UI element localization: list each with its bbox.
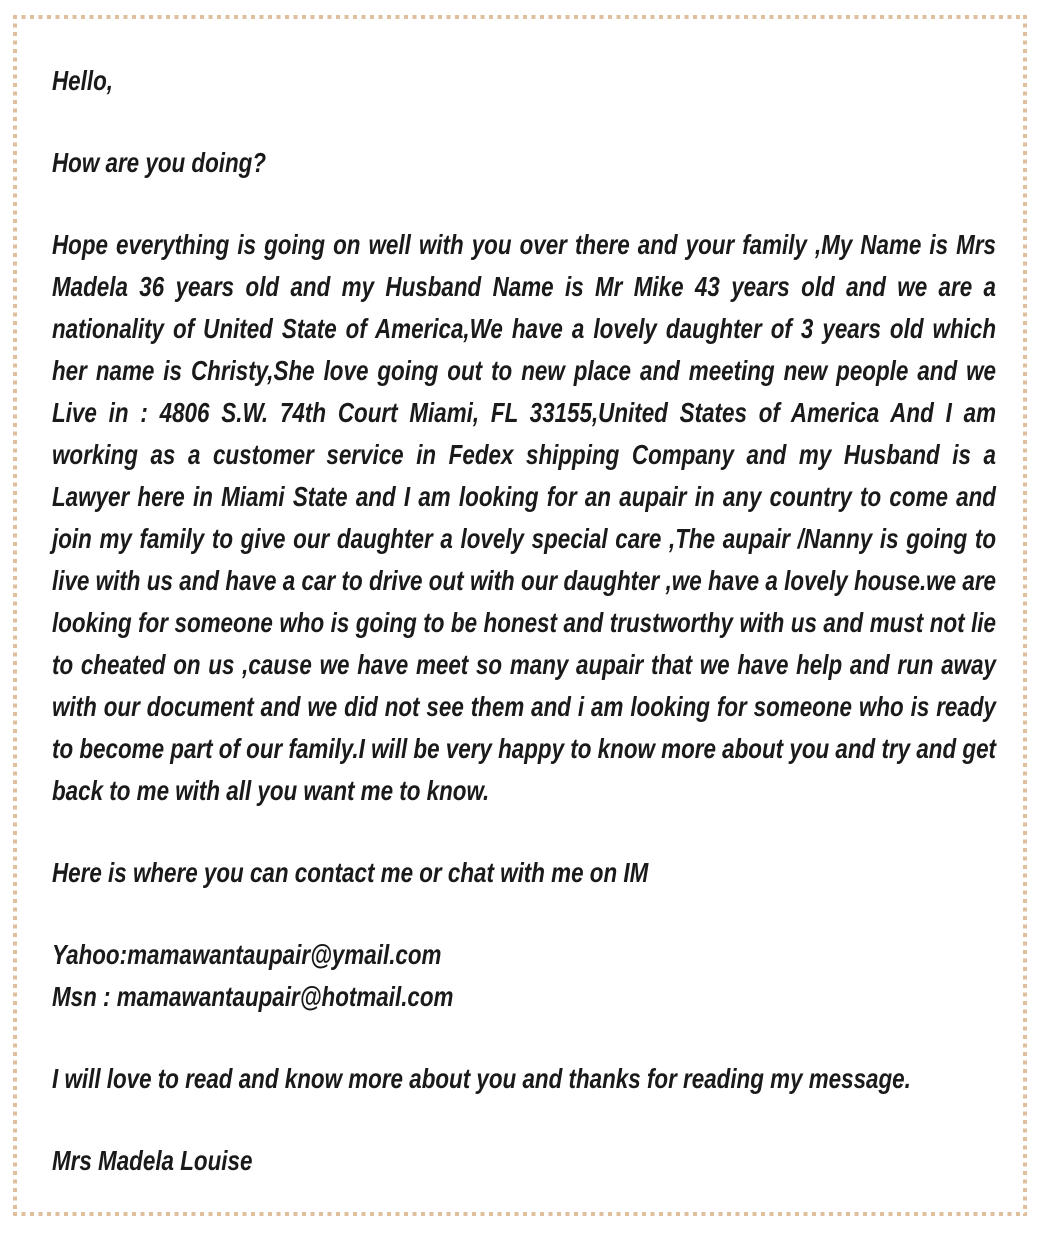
- letter-content: [52, 60, 996, 1222]
- contact-intro-line: Here is where you can contact me or chat with me on IM: [52, 857, 649, 888]
- yahoo-contact-line: Yahoo:mamawantaupair@ymail.com: [52, 939, 442, 970]
- closing-line: I will love to read and know more about you and thanks for reading my message.: [52, 1063, 911, 1094]
- dotted-border-right: [1023, 15, 1027, 1216]
- msn-contact-line: Msn : mamawantaupair@hotmail.com: [52, 981, 454, 1012]
- contact-lines: [52, 934, 996, 1018]
- dotted-border-top: [13, 15, 1027, 19]
- dotted-border-left: [13, 15, 17, 1216]
- signature-line: Mrs Madela Louise: [52, 1145, 253, 1176]
- greeting-line: Hello,: [52, 65, 113, 96]
- body-paragraph: Hope everything is going on well with you over there and your family ,My Name is Mrs Madela 36 years old and my Husband Name is Mr Mike 43 years old and we are a nationality of United State of America,We have a lovely daughter of 3 years old which her name is Christy,She love going out to new place and meeting new people and we Live in : 4806 S.W. 74th Court Miami, FL 33155,United States of America And I am working as a customer service in Fedex shipping Company and my Husband is a Lawyer here in Miami State and I am looking for an aupair in any country to come and join my family to give our daughter a lovely special care ,The aupair /Nanny is going to live with us and have a car to drive out with our daughter ,we have a lovely house.we are looking for someone who is going to be honest and trustworthy with us and must not lie to cheated on us ,cause we have meet so many aupair that we have help and run away with our document and we did not see them and i am looking for someone who is ready to become part of our family.I will be very happy to know more about you and try and get back to me with all you want me to know.: [52, 229, 996, 806]
- opening-question-line: How are you doing?: [52, 147, 267, 178]
